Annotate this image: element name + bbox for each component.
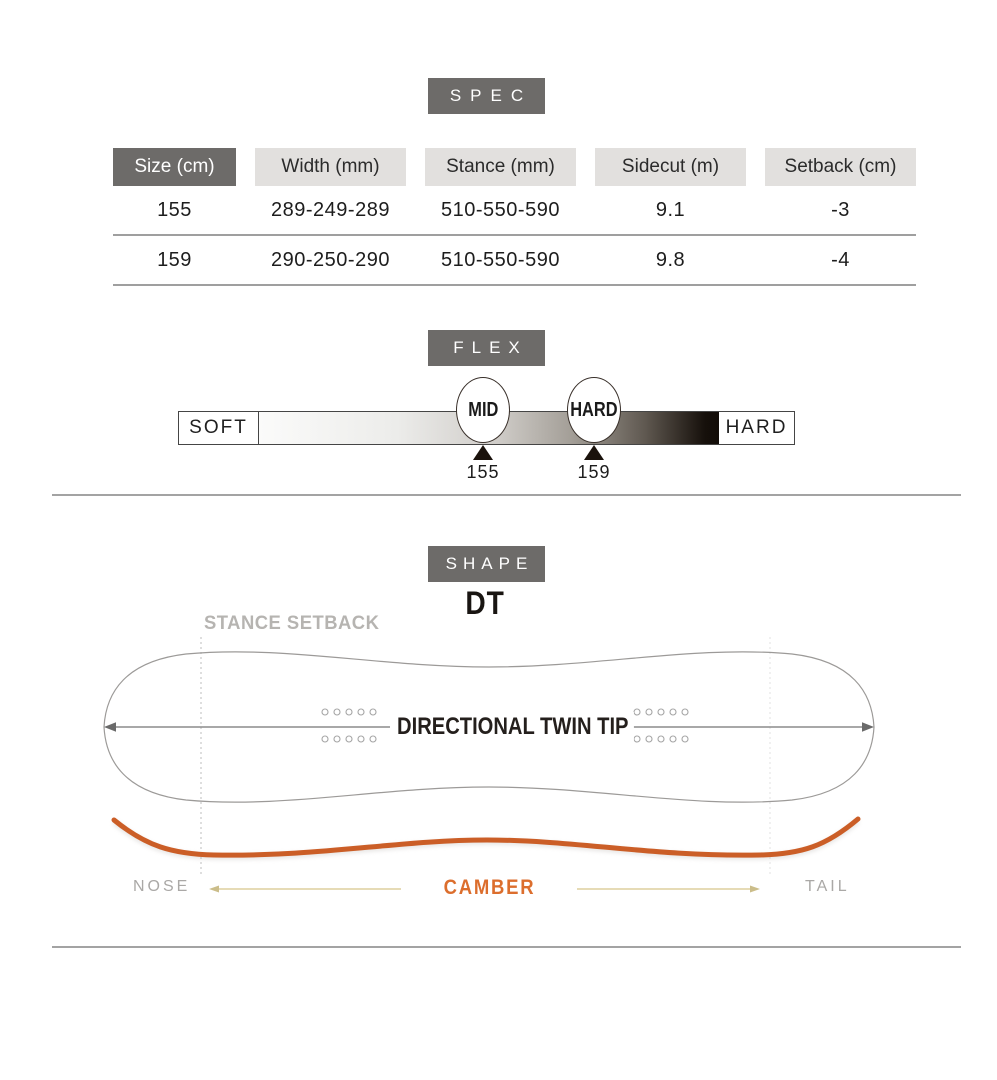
stance-setback-label: STANCE SETBACK <box>204 613 380 634</box>
flex-marker-label: HARD <box>570 398 618 421</box>
nose-label: NOSE <box>133 878 191 895</box>
cell-size: 159 <box>157 248 192 271</box>
camber-profile-curve <box>114 819 858 855</box>
column-header-sidecut: Sidecut (m) <box>595 148 746 186</box>
flex-scale-soft-label: SOFT <box>179 412 259 444</box>
arrow-right-icon <box>862 722 874 732</box>
flex-marker-size: 159 <box>577 462 611 482</box>
board-shape-label: DIRECTIONAL TWIN TIP <box>392 712 634 742</box>
arrow-left-icon <box>104 722 116 732</box>
camber-label: CAMBER <box>443 876 536 899</box>
cell-sidecut: 9.1 <box>655 198 686 221</box>
column-header-size: Size (cm) <box>113 148 236 186</box>
cell-stance: 510-550-590 <box>441 248 560 271</box>
column-header-width: Width (mm) <box>255 148 406 186</box>
flex-marker-size: 155 <box>466 462 500 482</box>
cell-setback: -3 <box>831 198 850 221</box>
cell-width: 289-249-289 <box>271 198 390 221</box>
shape-section-badge: SHAPE <box>428 546 545 582</box>
tail-label: TAIL <box>805 878 850 895</box>
cell-width: 290-250-290 <box>271 248 390 271</box>
shape-title: DT <box>465 585 505 621</box>
flex-marker-label: MID <box>467 398 499 421</box>
cell-size: 155 <box>157 198 192 221</box>
cell-setback: -4 <box>831 248 850 271</box>
column-header-stance: Stance (mm) <box>425 148 576 186</box>
flex-section-badge: FLEX <box>428 330 545 366</box>
flex-scale-hard-label: HARD <box>725 417 788 438</box>
spec-section-badge: SPEC <box>428 78 545 114</box>
cell-sidecut: 9.8 <box>655 248 686 271</box>
column-header-setback: Setback (cm) <box>765 148 916 186</box>
section-divider <box>52 946 961 948</box>
cell-stance: 510-550-590 <box>441 198 560 221</box>
